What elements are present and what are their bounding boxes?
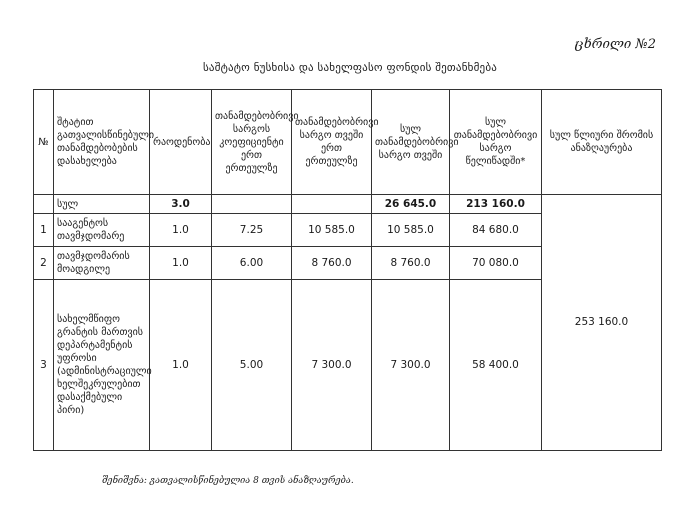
row-num: 2 <box>34 247 54 280</box>
row-count: 1.0 <box>150 247 212 280</box>
document-title: საშტატო ნუსხისა და სახელფასო ფონდის შეთანხმება <box>202 61 498 74</box>
row-monthly-total: 8 760.0 <box>372 247 450 280</box>
table-header-row <box>34 90 662 195</box>
footnote: შენიშვნა: გათვალისწინებულია 8 თვის ანაზღაურება. <box>102 476 354 486</box>
header-count: რაოდენობა <box>150 90 212 195</box>
header-fund-total: სულ წლიური შრომის ანაზღაურება <box>542 90 662 195</box>
total-coef-cell <box>212 195 292 214</box>
table-row-total <box>34 195 662 214</box>
row-count: 1.0 <box>150 280 212 451</box>
table-number-label: ცხრილი №2 <box>574 37 656 52</box>
row-monthly-unit: 10 585.0 <box>292 214 372 247</box>
total-label: სულ <box>54 195 150 214</box>
row-num: 3 <box>34 280 54 451</box>
row-coef: 6.00 <box>212 247 292 280</box>
row-monthly-unit: 7 300.0 <box>292 280 372 451</box>
row-annual-total: 70 080.0 <box>450 247 542 280</box>
row-position: სააგენტოს თავმჯდომარე <box>54 214 150 247</box>
header-monthly-total: სულ თანამდებობრივი სარგო თვეში <box>372 90 450 195</box>
row-monthly-total: 10 585.0 <box>372 214 450 247</box>
header-annual-total: სულ თანამდებობრივი სარგო წელიწადში* <box>450 90 542 195</box>
total-annual: 213 160.0 <box>450 195 542 214</box>
total-monthly: 26 645.0 <box>372 195 450 214</box>
row-annual-total: 84 680.0 <box>450 214 542 247</box>
row-coef: 5.00 <box>212 280 292 451</box>
total-monthly-unit-cell <box>292 195 372 214</box>
total-num-cell <box>34 195 54 214</box>
row-coef: 7.25 <box>212 214 292 247</box>
header-position: შტატით გათვალისწინებული თანამდებობების დასახელება <box>54 90 150 195</box>
header-coef: თანამდებობრივი სარგოს კოეფიციენტი ერთ ერთეულზე <box>212 90 292 195</box>
row-monthly-unit: 8 760.0 <box>292 247 372 280</box>
header-num: № <box>34 90 54 195</box>
row-annual-total: 58 400.0 <box>450 280 542 451</box>
staff-table <box>33 89 662 451</box>
header-monthly-unit: თანამდებობრივი სარგო თვეში ერთ ერთეულზე <box>292 90 372 195</box>
row-position: სახელმწიფო გრანტის მართვის დეპარტამენტის უფროსი (ადმინისტრაციული ხელშეკრულებით დასაქმებული პირი) <box>54 280 150 451</box>
row-num: 1 <box>34 214 54 247</box>
row-count: 1.0 <box>150 214 212 247</box>
fund-total: 253 160.0 <box>542 195 662 451</box>
total-count: 3.0 <box>150 195 212 214</box>
row-position: თავმჯდომარის მოადგილე <box>54 247 150 280</box>
row-monthly-total: 7 300.0 <box>372 280 450 451</box>
